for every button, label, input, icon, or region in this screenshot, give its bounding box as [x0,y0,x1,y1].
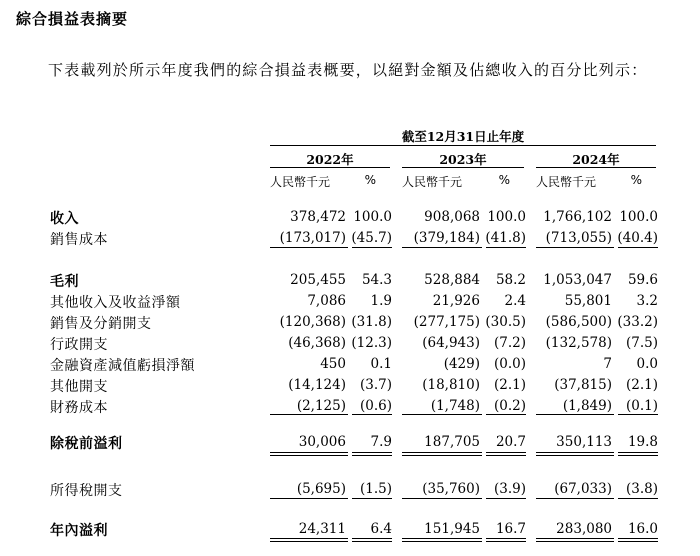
row-label: 銷售及分銷開支 [50,316,152,332]
subtotal-rule [402,414,482,415]
amount-cell: (586,500) [545,314,612,330]
pct-header-2024: % [630,173,642,187]
subtotal-rule [536,414,614,415]
percent-cell: 58.2 [495,272,526,288]
amount-cell: 7,086 [307,293,346,309]
percent-cell: (0.1) [625,398,658,414]
percent-cell: 7.9 [370,434,392,450]
total-rule [270,452,348,453]
amount-cell: (14,124) [288,377,346,393]
row-label: 行政開支 [50,337,108,353]
amount-cell: 7 [603,356,612,372]
pct-header-2022: % [364,173,376,187]
row-label: 金融資產減值虧損淨額 [50,358,195,374]
percent-cell: (2.1) [625,377,658,393]
amount-cell: 450 [320,356,346,372]
subtotal-rule [618,414,658,415]
percent-cell: 19.8 [627,434,658,450]
percent-cell: 59.6 [627,272,658,288]
total-rule [536,538,614,539]
amount-cell: (64,943) [422,335,480,351]
percent-cell: 20.7 [495,434,526,450]
percent-cell: 16.0 [627,521,658,537]
total-rule [486,455,526,456]
percent-cell: (30.5) [485,314,526,330]
total-rule [352,452,392,453]
total-rule [270,538,348,539]
percent-cell: 100.0 [353,209,392,225]
percent-cell: (12.3) [351,335,392,351]
period-header: 截至12月31日止年度 [401,129,525,144]
percent-cell: (41.8) [485,230,526,246]
subtotal-rule [486,498,526,499]
subtotal-rule [486,247,526,248]
subtotal-rule [618,247,658,248]
total-rule [536,452,614,453]
row-label: 除稅前溢利 [50,436,123,452]
amount-cell: 24,311 [298,521,346,537]
amount-cell: 187,705 [424,434,480,450]
percent-cell: (7.2) [493,335,526,351]
total-rule [352,541,392,542]
amount-cell: (379,184) [413,230,480,246]
total-rule [536,541,614,542]
total-rule [402,538,482,539]
subtotal-rule [402,247,482,248]
percent-cell: (45.7) [351,230,392,246]
total-rule [270,455,348,456]
percent-cell: 0.1 [370,356,392,372]
amount-cell: (277,175) [413,314,480,330]
amount-cell: (46,368) [288,335,346,351]
amount-cell: (67,033) [554,481,612,497]
amount-cell: (37,815) [554,377,612,393]
amount-cell: 21,926 [432,293,480,309]
percent-cell: 100.0 [619,209,658,225]
amount-cell: (429) [443,356,480,372]
percent-cell: (1.5) [359,481,392,497]
percent-cell: 16.7 [495,521,526,537]
total-rule [352,455,392,456]
intro-paragraph: 下表載列於所示年度我們的綜合損益表概要，以絕對金額及佔總收入的百分比列示： [48,61,648,79]
percent-cell: (31.8) [351,314,392,330]
subtotal-rule [352,414,392,415]
row-label: 銷售成本 [50,232,108,248]
year-header-2024: 2024年 [572,152,620,167]
subtotal-rule [618,498,658,499]
subtotal-rule [486,414,526,415]
percent-cell: 2.4 [504,293,526,309]
amount-cell: 1,766,102 [543,209,612,225]
total-rule [486,452,526,453]
amount-cell: (132,578) [545,335,612,351]
amount-cell: 528,884 [424,272,480,288]
percent-cell: (7.5) [625,335,658,351]
amount-cell: 151,945 [424,521,480,537]
percent-cell: 1.9 [370,293,392,309]
amount-cell: 1,053,047 [543,272,612,288]
total-rule [486,541,526,542]
amount-cell: 55,801 [564,293,612,309]
subtotal-rule [270,247,348,248]
percent-cell: (40.4) [617,230,658,246]
row-label: 其他開支 [50,379,108,395]
amount-cell: 908,068 [424,209,480,225]
row-label: 財務成本 [50,400,108,416]
amount-cell: 378,472 [290,209,346,225]
amount-cell: 30,006 [298,434,346,450]
total-rule [402,452,482,453]
row-label: 收入 [50,211,79,227]
total-rule [536,455,614,456]
percent-cell: (3.9) [493,481,526,497]
percent-cell: (3.7) [359,377,392,393]
percent-cell: (33.2) [617,314,658,330]
percent-cell: (0.0) [493,356,526,372]
section-title: 綜合損益表摘要 [16,10,129,28]
row-label: 所得稅開支 [50,483,123,499]
percent-cell: 6.4 [370,521,392,537]
total-rule [618,538,658,539]
percent-cell: 3.2 [636,293,658,309]
amount-cell: (5,695) [296,481,346,497]
percent-cell: 54.3 [361,272,392,288]
amount-cell: (2,125) [296,398,346,414]
total-rule [618,541,658,542]
total-rule [352,538,392,539]
total-rule [618,452,658,453]
percent-cell: (0.2) [493,398,526,414]
amount-cell: 350,113 [556,434,612,450]
subtotal-rule [536,247,614,248]
percent-cell: (0.6) [359,398,392,414]
subtotal-rule [352,498,392,499]
total-rule [402,541,482,542]
percent-cell: 100.0 [487,209,526,225]
row-label: 其他收入及收益淨額 [50,295,181,311]
total-rule [402,455,482,456]
subtotal-rule [270,498,348,499]
amount-cell: (1,748) [430,398,480,414]
amount-cell: (18,810) [422,377,480,393]
amount-cell: (173,017) [279,230,346,246]
year-underline-2023 [402,167,524,168]
amount-header-2024: 人民幣千元 [536,175,597,189]
amount-cell: (120,368) [279,314,346,330]
year-underline-2024 [536,167,656,168]
year-underline-2022 [270,167,390,168]
subtotal-rule [536,498,614,499]
total-rule [486,538,526,539]
subtotal-rule [402,498,482,499]
subtotal-rule [352,247,392,248]
subtotal-rule [270,414,348,415]
amount-cell: (713,055) [545,230,612,246]
amount-cell: (35,760) [422,481,480,497]
amount-cell: 283,080 [556,521,612,537]
amount-header-2023: 人民幣千元 [402,175,463,189]
period-underline [270,145,656,146]
amount-cell: (1,849) [562,398,612,414]
percent-cell: (3.8) [625,481,658,497]
row-label: 毛利 [50,274,79,290]
amount-header-2022: 人民幣千元 [270,175,331,189]
year-header-2022: 2022年 [306,152,354,167]
pct-header-2023: % [498,173,510,187]
row-label: 年內溢利 [50,523,108,539]
total-rule [270,541,348,542]
total-rule [618,455,658,456]
year-header-2023: 2023年 [439,152,487,167]
amount-cell: 205,455 [290,272,346,288]
percent-cell: (2.1) [493,377,526,393]
percent-cell: 0.0 [636,356,658,372]
